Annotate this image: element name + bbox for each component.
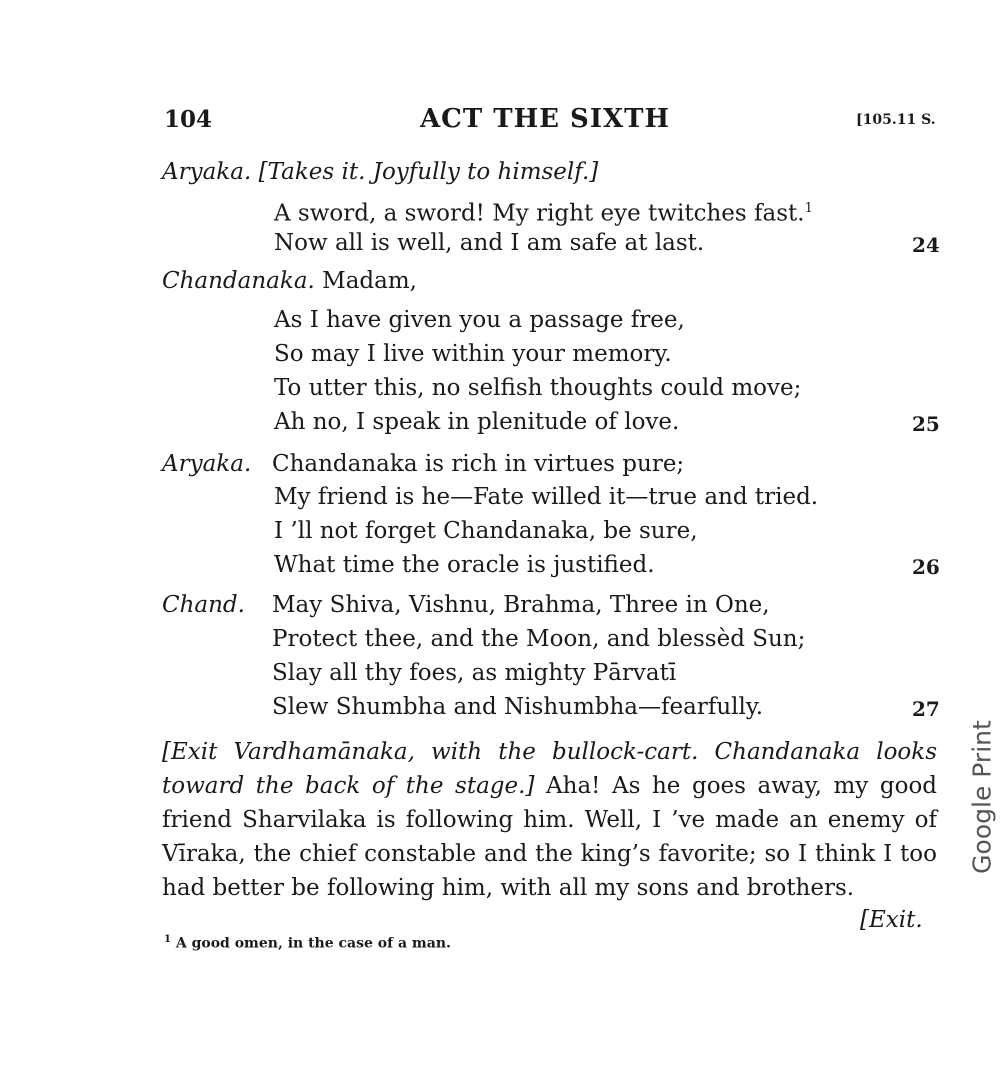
prose-paragraph bbox=[162, 735, 937, 905]
page-number: 104 bbox=[164, 106, 213, 133]
verse-number: 26 bbox=[912, 555, 940, 579]
footnote-marker: 1 bbox=[804, 201, 813, 216]
verse-text: A sword, a sword! My right eye twitches fast. bbox=[274, 200, 805, 227]
verse-line: I ’ll not forget Chandanaka, be sure, bbox=[274, 518, 698, 544]
verse-line: What time the oracle is justified. bbox=[274, 552, 655, 578]
speaker: Aryaka. bbox=[162, 451, 252, 477]
footnote bbox=[164, 934, 451, 952]
page-reference: [105.11 S. bbox=[856, 112, 936, 128]
verse-line: May Shiva, Vishnu, Brahma, Three in One, bbox=[272, 592, 770, 618]
verse-line: As I have given you a passage free, bbox=[274, 307, 685, 333]
speech-text: Aha! As he goes away, my good friend Sharvilaka is following him. Well, I ’ve made an enemy of Vīraka, the chief constable and the king’s favorite; so I think I too had better be following him, with all my sons and brothers. bbox=[162, 773, 938, 901]
footnote-text: A good omen, in the case of a man. bbox=[175, 935, 451, 952]
speaker: Chand. bbox=[162, 592, 245, 618]
speaker-line bbox=[162, 264, 417, 298]
verse-line bbox=[274, 192, 813, 231]
verse-line: Protect thee, and the Moon, and blessèd Sun; bbox=[272, 626, 806, 652]
stage-direction: [Exit Vardhamānaka, with the bullock-cart. Chandanaka looks toward the back of the stage.] bbox=[162, 739, 937, 799]
verse-number: 25 bbox=[912, 412, 940, 436]
verse-line: Ah no, I speak in plenitude of love. bbox=[274, 409, 680, 435]
footnote-marker: 1 bbox=[164, 934, 171, 945]
verse-line: My friend is he—Fate willed it—true and tried. bbox=[274, 484, 819, 510]
verse-line: To utter this, no selfish thoughts could move; bbox=[274, 375, 802, 401]
verse-number: 27 bbox=[912, 697, 940, 721]
stage-direction: [Takes it. Joyfully to himself.] bbox=[258, 159, 599, 185]
verse-line: Slay all thy foes, as mighty Pārvatī bbox=[272, 660, 677, 686]
speaker: Chandanaka. bbox=[162, 268, 315, 294]
watermark: Google Print bbox=[967, 720, 997, 874]
verse-line: Chandanaka is rich in virtues pure; bbox=[272, 451, 685, 477]
verse-number: 24 bbox=[912, 233, 940, 257]
exit-direction: [Exit. bbox=[860, 907, 923, 933]
speech-text: Madam, bbox=[322, 268, 417, 294]
speaker: Aryaka. bbox=[162, 159, 252, 185]
verse-line: So may I live within your memory. bbox=[274, 341, 672, 367]
verse-line: Now all is well, and I am safe at last. bbox=[274, 230, 705, 256]
speaker-line bbox=[162, 155, 598, 189]
page-title: ACT THE SIXTH bbox=[420, 104, 671, 134]
verse-line: Slew Shumbha and Nishumbha—fearfully. bbox=[272, 694, 764, 720]
